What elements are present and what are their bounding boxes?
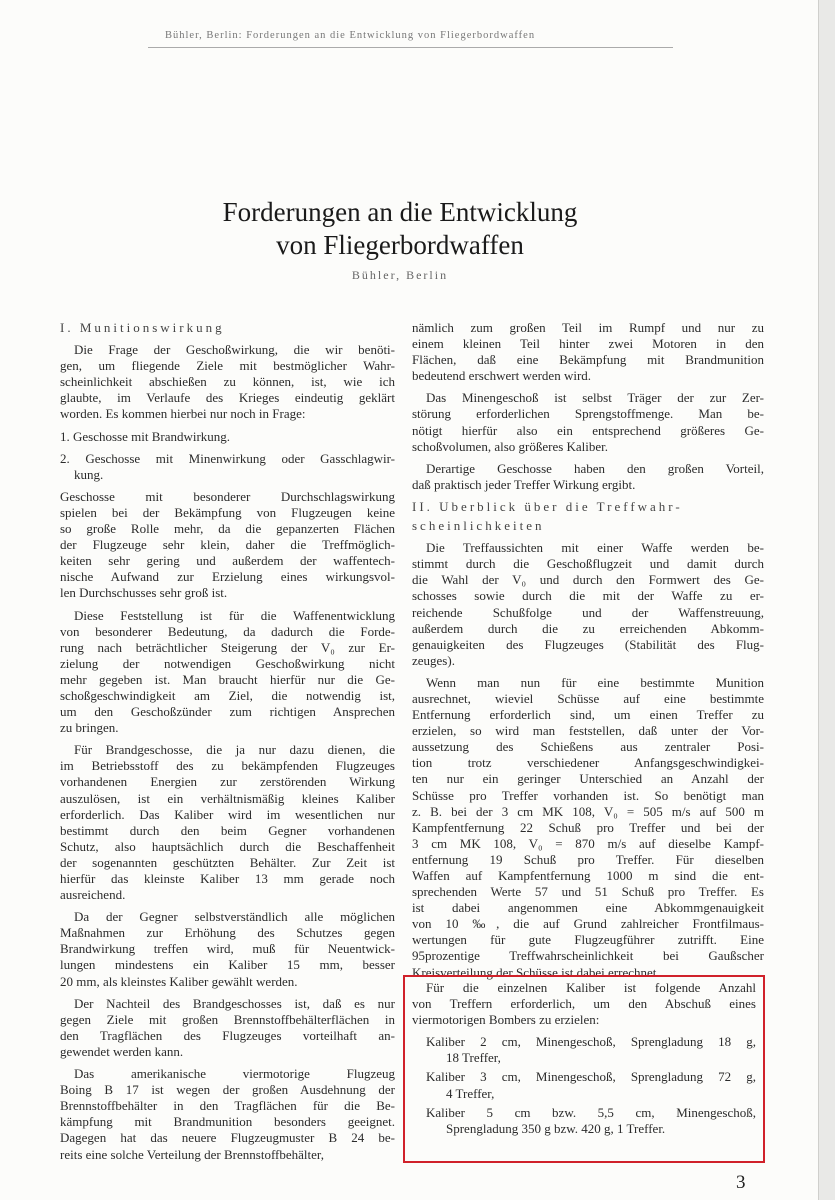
text-line: Brennstoffbehälter in den Tragflächen für die Be- xyxy=(60,1098,395,1114)
paragraph xyxy=(412,980,756,1028)
text-line: gen, um fliegende Ziele mit bestmöglicher Wahr- xyxy=(60,358,395,374)
list-item xyxy=(412,1105,756,1137)
paragraph xyxy=(412,675,764,981)
text-line: 2. Geschosse mit Minenwirkung oder Gasschlagwir- xyxy=(60,450,395,466)
text-line: schoßvolumen, also größeres Kaliber. xyxy=(412,438,609,454)
text-line: hierfür das kleinste Kaliber 13 mm gerade noch xyxy=(60,871,395,886)
text-line: Schutz, also hauptsächlich durch die Beschaffenheit xyxy=(60,838,395,854)
text-line: Da der Gegner selbstverständlich alle möglichen xyxy=(74,909,395,925)
text-line: bestimmt durch den beim Gegner vorhandenen xyxy=(60,822,395,838)
scan-edge xyxy=(818,0,835,1200)
text-line: sprechenden Werte 57 und 51 Schuß pro Treffer. Es xyxy=(412,884,764,900)
left-column xyxy=(60,320,395,1169)
text-line: ten nur ein geringer Unterschied an Anzahl der xyxy=(412,771,764,787)
text-line: Das Minengeschoß ist selbst Träger der zur Zer- xyxy=(426,390,764,406)
section-heading xyxy=(60,320,395,336)
text-line: Sprengladung 350 g bzw. 420 g, 1 Treffer. xyxy=(446,1120,666,1136)
text-line: Maßnahmen zur Erhöhung des Schutzes gegen xyxy=(60,925,395,941)
paragraph xyxy=(412,390,764,454)
text-line: Kaliber 3 cm, Minengeschoß, Sprengladung 72 g, xyxy=(426,1069,756,1085)
text-line: Geschosse mit besonderer Durchschlagswirkung xyxy=(60,488,395,504)
paragraph xyxy=(60,742,395,903)
text-line: Waffen auf Kampfentfernung 1000 m sind die ent- xyxy=(412,868,764,883)
text-line: len Durchschusses sehr groß ist. xyxy=(60,585,228,601)
text-line: genauigkeiten des Flugzeuges (Stabilität des Flug- xyxy=(412,636,764,652)
text-line: keiten sehr gering und außerdem der waffentech- xyxy=(60,553,395,569)
text-line: schoßgeschwindigkeit am Ziel, die notwendig ist, xyxy=(60,687,395,703)
text-line: 18 Treffer, xyxy=(446,1050,501,1066)
text-line: Die Frage der Geschoßwirkung, die wir benöti- xyxy=(74,342,395,358)
text-line: 4 Treffer, xyxy=(446,1085,495,1101)
text-line: Flächen, daß eine Bekämpfung mit Brandmunition xyxy=(412,352,764,368)
text-line: reichende Schußfolge und der Waffenstreuung, xyxy=(412,604,764,620)
text-line: so große Rolle mehr, da die gepanzerten Flächen xyxy=(60,521,395,537)
text-line: Für Brandgeschosse, die ja nur dazu dienen, die xyxy=(74,742,395,758)
text-line: worden. Es kommen hierbei nur noch in Frage: xyxy=(60,406,306,422)
text-line: zu bringen. xyxy=(60,720,119,736)
text-line: Boing B 17 ist wegen der großen Ausdehnung der xyxy=(60,1082,395,1098)
text-line: entfernung 19 Schuß pro Treffer. Für dieselben xyxy=(412,851,764,867)
paragraph xyxy=(412,540,764,669)
text-line: außerdem durch die zu erreichenden Abkomm- xyxy=(412,620,764,636)
text-line: Für die einzelnen Kaliber ist folgende Anzahl xyxy=(426,980,756,995)
section-heading xyxy=(412,499,764,534)
text-line: zielung der notwendigen Geschoßwirkung nicht xyxy=(60,655,395,671)
text-line: von Treffern erforderlich, um den Abschuß eines xyxy=(412,996,756,1012)
text-line: viermotorigen Bombers zu erzielen: xyxy=(412,1012,600,1028)
text-line: ist dabei angenommen eine Abkommgenauigkeit xyxy=(412,900,764,916)
text-line: Entfernung erforderlich sind, um einen Treffer zu xyxy=(412,707,764,723)
text-line: scheinlichkeiten xyxy=(412,518,545,534)
text-line: im Betriebsstoff des zu bekämpfenden Flugzeuges xyxy=(60,758,395,774)
text-line: Schüsse pro Treffer vorhanden ist. So benötigt man xyxy=(412,787,764,803)
text-line: ausreichend. xyxy=(60,887,126,903)
text-line: kung. xyxy=(74,466,104,482)
text-line: lungen mindestens ein Kaliber 15 mm, besser xyxy=(60,957,395,973)
text-line: Kampfentfernung 22 Schuß pro Treffer und bei der xyxy=(412,819,764,835)
text-line: aussetzung des Schießens aus zentraler Posi- xyxy=(412,739,764,755)
text-line: vorhandenen Energien zur zerstörenden Wirkung xyxy=(60,774,395,790)
author-byline: Bühler, Berlin xyxy=(351,268,449,282)
list-item xyxy=(412,1069,756,1101)
text-line: auszulösen, ist ein verhältnismäßig kleines Kaliber xyxy=(60,790,395,806)
text-line: gewendet werden kann. xyxy=(60,1043,184,1059)
list-item xyxy=(60,451,395,483)
text-line: reits eine solche Verteilung der Brennstoffbehälter, xyxy=(60,1146,324,1162)
text-line: wertungen für gute Flugzeugführer zutrifft. Eine xyxy=(412,932,764,948)
paragraph xyxy=(60,608,395,737)
text-line: Diese Feststellung ist für die Waffenentwicklung xyxy=(74,607,395,623)
text-line: Derartige Geschosse haben den großen Vorteil, xyxy=(426,460,764,476)
paragraph xyxy=(412,320,764,384)
text-line: mehr gegeben ist. Man braucht hierfür nur die Ge- xyxy=(60,671,395,687)
text-line: Wenn man nun für eine bestimmte Munition xyxy=(426,674,764,690)
paragraph xyxy=(60,1066,395,1163)
text-line: Das amerikanische viermotorige Flugzeug xyxy=(74,1066,395,1082)
text-line: gegen Ziele mit großen Brennstoffbehälterflächen in xyxy=(60,1011,395,1027)
text-line: nische Aufwand zur Erzielung eines wirkungsvol- xyxy=(60,569,395,585)
right-column xyxy=(412,320,764,987)
header-rule xyxy=(148,47,673,48)
text-line: daß praktisch jeder Treffer Wirkung ergibt. xyxy=(412,476,636,492)
text-line: nämlich zum großen Teil im Rumpf und nur zu xyxy=(412,320,764,335)
text-line: der Flugzeuge sehr klein, daher die Treffmöglich- xyxy=(60,537,395,553)
text-line: Kaliber 2 cm, Minengeschoß, Sprengladung 18 g, xyxy=(426,1034,756,1050)
text-line: 3 cm MK 108, V₀ = 870 m/s auf dieselbe Kampf- xyxy=(412,835,764,851)
text-line: schosses sowie durch die mit der Waffe zu er- xyxy=(412,588,764,604)
text-line: der sogenannten geschützten Behälter. Zur Zeit ist xyxy=(60,854,395,870)
paragraph xyxy=(60,342,395,422)
text-line: rung nach beträchtlicher Steigerung der V₀ zur Er- xyxy=(60,639,395,655)
text-line: Kaliber 5 cm bzw. 5,5 cm, Minengeschoß, xyxy=(426,1104,756,1120)
text-line: Der Nachteil des Brandgeschosses ist, daß es nur xyxy=(74,995,395,1011)
list-item xyxy=(60,429,395,445)
text-line: I. Munitionswirkung xyxy=(60,320,225,335)
text-line: die Wahl der V₀ und durch den Formwert des Ge- xyxy=(412,572,764,588)
page-number: 3 xyxy=(736,1172,746,1193)
text-line: nötigt hierfür also ein entsprechend größeres Ge- xyxy=(412,422,764,438)
text-line: störung erforderlichen Sprengstoffmenge. Man be- xyxy=(412,406,764,422)
text-line: Die Treffaussichten mit einer Waffe werden be- xyxy=(426,540,764,556)
text-line: den Tragflächen des Flugzeuges vorteilhaft an- xyxy=(60,1027,395,1043)
text-line: kämpfung mit Brandmunition besonders geeignet. xyxy=(60,1114,395,1130)
paragraph xyxy=(60,909,395,989)
text-line: II. Uberblick über die Treffwahr- xyxy=(412,498,683,514)
text-line: 95prozentige Treffwahrscheinlichkeit bei Gaußscher xyxy=(412,948,764,964)
text-line: 20 mm, als kleinstes Kaliber gewählt werden. xyxy=(60,973,298,989)
running-head: Bühler, Berlin: Forderungen an die Entwicklung von Fliegerbordwaffen xyxy=(165,30,536,41)
text-line: ausrechnet, wieviel Schüsse auf eine bestimmte xyxy=(412,690,764,706)
text-line: spielen bei der Bekämpfung von Flugzeugen keine xyxy=(60,504,395,520)
text-line: scheinlichkeit abschießen zu können, ist, wie ich xyxy=(60,374,395,390)
highlighted-passage xyxy=(412,980,756,1140)
text-line: einem kleinen Teil hinter zwei Motoren in den xyxy=(412,336,764,352)
paragraph xyxy=(60,996,395,1060)
text-line: von 10 ‰, die auf Grund zahlreicher Frontfilmaus- xyxy=(412,916,764,932)
text-line: bedeutend erschwert werden wird. xyxy=(412,368,592,384)
text-line: glaubte, im Verlaufe des Krieges eindeutig geklärt xyxy=(60,390,395,406)
list-item xyxy=(412,1034,756,1066)
article-title xyxy=(0,196,800,262)
text-line: Brandwirkung treffen wird, muß für Neuentwick- xyxy=(60,941,395,957)
text-line: z. B. bei der 3 cm MK 108, V₀ = 505 m/s auf 500 m xyxy=(412,803,764,819)
text-line: um den Geschoßzünder zum richtigen Ansprechen xyxy=(60,704,395,720)
text-line: stimmt durch die Geschoßflugzeit und damit durch xyxy=(412,556,764,572)
title-line: Forderungen an die Entwicklung xyxy=(222,197,578,227)
text-line: zeuges). xyxy=(412,652,455,668)
text-line: erzielen, so wird man feststellen, daß unter der Vor- xyxy=(412,723,764,739)
paragraph xyxy=(60,489,395,602)
paragraph xyxy=(412,461,764,493)
title-line: von Fliegerbordwaffen xyxy=(276,230,524,260)
text-line: Kreisverteilung der Schüsse ist dabei errechnet. xyxy=(412,964,660,980)
text-line: tion trotz verschiedener Anfangsgeschwindigkei- xyxy=(412,755,764,771)
text-line: erforderlich. Das Kaliber wird im wesentlichen nur xyxy=(60,806,395,822)
text-line: 1. Geschosse mit Brandwirkung. xyxy=(60,428,231,444)
text-line: Dagegen hat das neuere Flugzeugmuster B 24 be- xyxy=(60,1130,395,1146)
text-line: von besonderer Bedeutung, da dadurch die Forde- xyxy=(60,623,395,639)
